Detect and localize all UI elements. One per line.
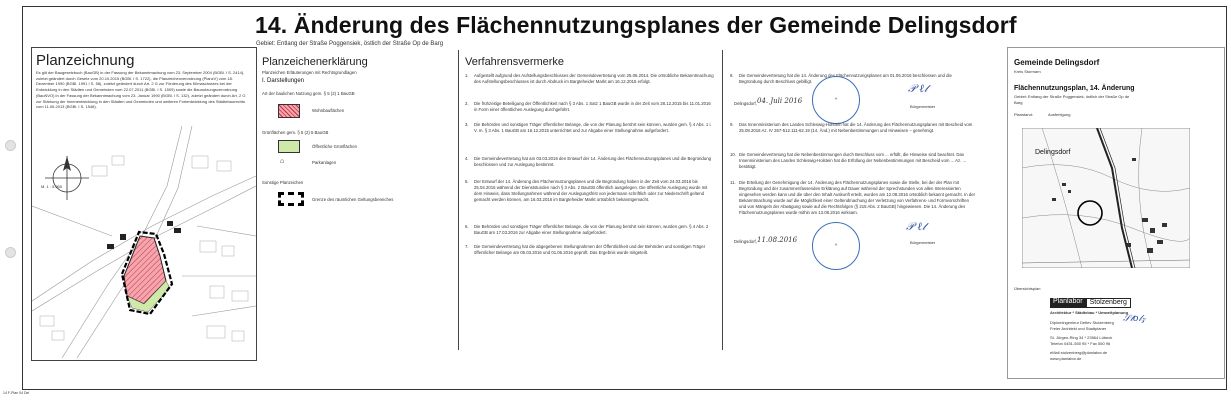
firm-web: www.planlabor.de [1050, 356, 1082, 361]
overview-caption: Übersichtsplan [1014, 286, 1041, 291]
buergermeister-label-1: Bürgermeister [910, 104, 936, 109]
vermerk-item: 8. Die Gemeindevertretung hat die 14. Änderung des Flächennutzungsplanes am 01.06.2016 beschlossen und die Begründung durch Beschluss gebilligt. [730, 73, 952, 84]
title-block [1007, 47, 1225, 379]
signature-1: 𝒫 ℓ𝓉 [908, 82, 928, 95]
firm-name-1: Diplomingenieur Detlev Stolzenberg [1050, 320, 1114, 325]
legend-panel [262, 56, 452, 356]
official-seal: ⚜ [812, 76, 860, 124]
firm-logo: Planlabor Stolzenberg [1050, 298, 1131, 308]
legend-art-heading: Art der baulichen Nutzung gem. § 5 (2) 1 BauGB [262, 91, 355, 97]
divider [458, 50, 459, 350]
vermerk-item: 6. Die Behörden und sonstigen Träger öffentlicher Belange, die von der Planung berührt sein können, wurden gem. § 4 Abs. 2 BauGB am 17.03.2016 zur Abgabe einer Stellungnahme aufgefordert. [465, 224, 709, 235]
divider [722, 50, 723, 350]
overview-map-label: Delingsdorf [1035, 149, 1071, 156]
vermerk-item: 3. Die Behörden und sonstigen Träger öffentlicher Belange, die von der Planung berührt sein können, wurden gem. § 4 Abs. 1 i. V. m. § 3 Abs. 1 BauGB am 16.12.2015 unterrichtet und zur Abgabe einer Stellungnahme aufgefordert. [465, 122, 712, 133]
vermerk-item: 5. Der Entwurf der 14. Änderung des Flächennutzungsplanes und die Begründung haben in der Zeit vom 24.03.2016 bis 25.04.2016 während der Dienststunden nach § 3 Abs. 2 BauGB öffentlich ausgelegen. Die öffentliche Auslegung wurde mit dem Hinweis, dass Stellungnahmen während der Auslegungsfrist von jedermann schriftlich oder zur Niederschrift geltend gemacht werden können, am 16.03.2016 im Bargteheider Markt ortsüblich bekanntgemacht. [465, 179, 708, 202]
vermerk-item-struck: 10. Die Gemeindevertretung hat die Nebenbestimmungen durch Beschluss vom ... erfüllt, die Hinweise sind beachtet. Das Innenministerium des Landes Schleswig-Holstein hat die Erfüllung der Nebenbestimmungen mit Bescheid vom ... Az. ... bestätigt. [730, 152, 967, 169]
firm-phone: Telefon 0451-550 95 * Fax 550 96 [1050, 341, 1111, 346]
vermerk-item: 11. Die Erteilung der Genehmigung der 14. Änderung des Flächennutzungsplanes sowie die Stelle, bei der der Plan mit Begründung und der zusammenfassenden Erklärung auf Dauer während der Sprechstunden von allen Interessierten eingesehen werden kann und die über den Inhalt Auskunft erteilt, wurden am 12.08.2016 ortsüblich bekannt gemacht. In der Bekanntmachung wurde auf die Möglichkeit einer Geltendmachung der Verletzung von Verfahrens- und Formvorschriften und von Mängeln der Abwägung sowie auf die Rechtsfolgen (§ 215 Abs. 2 BauGB) hingewiesen. Die 14. Änderung des Flächennutzungsplanes wurde mithin am 13.08.2016 wirksam. [730, 180, 975, 215]
planstand-label: Planstand: [1014, 112, 1033, 117]
firm-signature: 𝒮𝓉𝑜𝓁𝓏 [1123, 314, 1146, 324]
buergermeister-label-2: Bürgermeister [910, 240, 936, 245]
verfahren-heading: Verfahrensvermerke [465, 56, 565, 68]
legal-text: Es gilt der Baugesetzbuch (BauGB) in der Fassung der Bekanntmachung vom 23. September 2004 (BGBl. I S. 2414), zuletzt geändert durch Gesetz vom 20.10.2015 (BGBl. I S. 1722), die Planzeichenverordnung (PlanzV) vom 18. Dezember 1990 (BGBl. 1991 I S. 58), zuletzt geändert durch Art. 2 G zur Förderung des Klimaschutzes bei der Entwicklung in den Städten und Gemeinden vom 22.07.2011 (BGBl. I S. 1509) sowie die Baunutzungsverordnung (BauNVO) in der Fassung der Bekanntmachung vom 23. Januar 1990 (BGBl. I S. 132), zuletzt geändert durch Art. 2 G zur Stärkung der Innenentwicklung in den Städten und Gemeinden und weiteren Fortentwicklung des Städtebaurechts vom 11.06.2013 (BGBl. I S. 1548). [36, 70, 246, 110]
legend-heading: Planzeichenerklärung [262, 56, 368, 68]
wohnbau-swatch [278, 104, 300, 118]
legend-park: Parkanlagen [312, 160, 337, 165]
date-2: 11.08.2016 [757, 236, 798, 244]
park-symbol: ⌂ [280, 158, 285, 165]
firm-address: St. Jürgen-Ring 34 * 23564 Lübeck [1050, 335, 1113, 340]
planzeichnung-heading: Planzeichnung [36, 52, 135, 69]
binder-hole [5, 140, 16, 151]
delingsdorf-label-2: Delingsdorf, [734, 239, 757, 244]
scale-label: M. 1 : 5.000 [41, 184, 63, 189]
corner-code: 14 F-Plan 04 Del [3, 391, 30, 395]
page-subtitle: Gebiet: Entlang der Straße Poggensiek, östlich der Straße Op de Barg [256, 41, 444, 47]
gruenflaeche-swatch [278, 140, 300, 153]
firm-tagline: Architektur * Städtebau * Umweltplanung [1050, 310, 1129, 315]
legend-sonst-heading: Sonstige Planzeichen [262, 180, 304, 185]
official-seal: ⚜ [812, 222, 860, 270]
kreis-name: Kreis Stormarn [1014, 69, 1041, 74]
plan-name: Flächennutzungsplan, 14. Änderung [1014, 85, 1135, 92]
delingsdorf-label-1: Delingsdorf, [734, 101, 757, 106]
plan-gebiet: Gebiet: Entlang der Straße Poggensiek, östlich der Straße Op de Barg [1014, 94, 1130, 105]
legend-grenze: Grenze des räumlichen Geltungsbereiches [312, 197, 394, 202]
firm-email: eMail stolzenberg@planlabor.de [1050, 350, 1108, 355]
legend-section: I. Darstellungen [262, 78, 305, 85]
gemeinde-name: Gemeinde Delingsdorf [1014, 58, 1100, 67]
date-1: 04. Juli 2016 [757, 97, 803, 105]
vermerk-item: 9. Das Innenministerium des Landes Schleswig-Holstein hat die 14. Änderung des Flächennutzungsplanes mit Bescheid vom 25.08.2016 Az. IV 267-512.111-62.19 (14. Änd.) mit Nebenbestimmungen und Hinweisen – genehmigt. [730, 122, 973, 133]
vermerk-item: 2. Die frühzeitige Beteiligung der Öffentlichkeit nach § 3 Abs. 1 Satz 1 BauGB wurde in der Zeit vom 28.12.2015 bis 11.01.2016 in Form einer öffentlichen Auslegung durchgeführt. [465, 101, 711, 112]
firm-name-2: Freier Architekt und Stadtplaner [1050, 326, 1107, 331]
planzeichnung-panel [31, 47, 257, 361]
signature-2: 𝒫 ℓ𝓉 [906, 220, 926, 233]
binder-hole [5, 247, 16, 258]
legend-subheading: Planzeichen Erläuterungen mit Rechtsgrundlagen [262, 70, 357, 75]
vermerk-item: 4. Die Gemeindevertretung hat am 03.03.2016 den Entwurf der 14. Änderung des Flächennutzungsplanes und die Begründung beschlossen und zur Auslegung bestimmt. [465, 156, 711, 167]
legend-wohn: Wohnbauflächen [312, 108, 345, 113]
page-title: 14. Änderung des Flächennutzungsplanes der Gemeinde Delingsdorf [255, 12, 1017, 38]
site-map [32, 126, 256, 358]
legend-gruen-heading: Grünflächen gem. § 5 (2) 5 BauGB [262, 130, 329, 135]
legend-oeff: Öffentliche Grünflächen [312, 144, 358, 149]
vermerk-item: 7. Die Gemeindevertretung hat die abgegebenen Stellungnahmen der Öffentlichkeit und der Behörden und sonstigen Träger öffentlicher Belange am 05.03.2016 und 01.06.2016 geprüft. Das Ergebnis wurde mitgeteilt. [465, 244, 706, 255]
vermerk-item: 1. Aufgestellt aufgrund des Aufstellungsbeschlusses der Gemeindevertretung vom 25.06.2014. Die ortsübliche Bekanntmachung des Aufstellungsbeschlusses ist durch Abdruck im Bargteheider Markt am 16.12.2015 erfolgt. [465, 73, 714, 84]
ausfertigung-label: Ausfertigung [1048, 112, 1071, 117]
geltungsbereich-swatch [278, 192, 304, 206]
